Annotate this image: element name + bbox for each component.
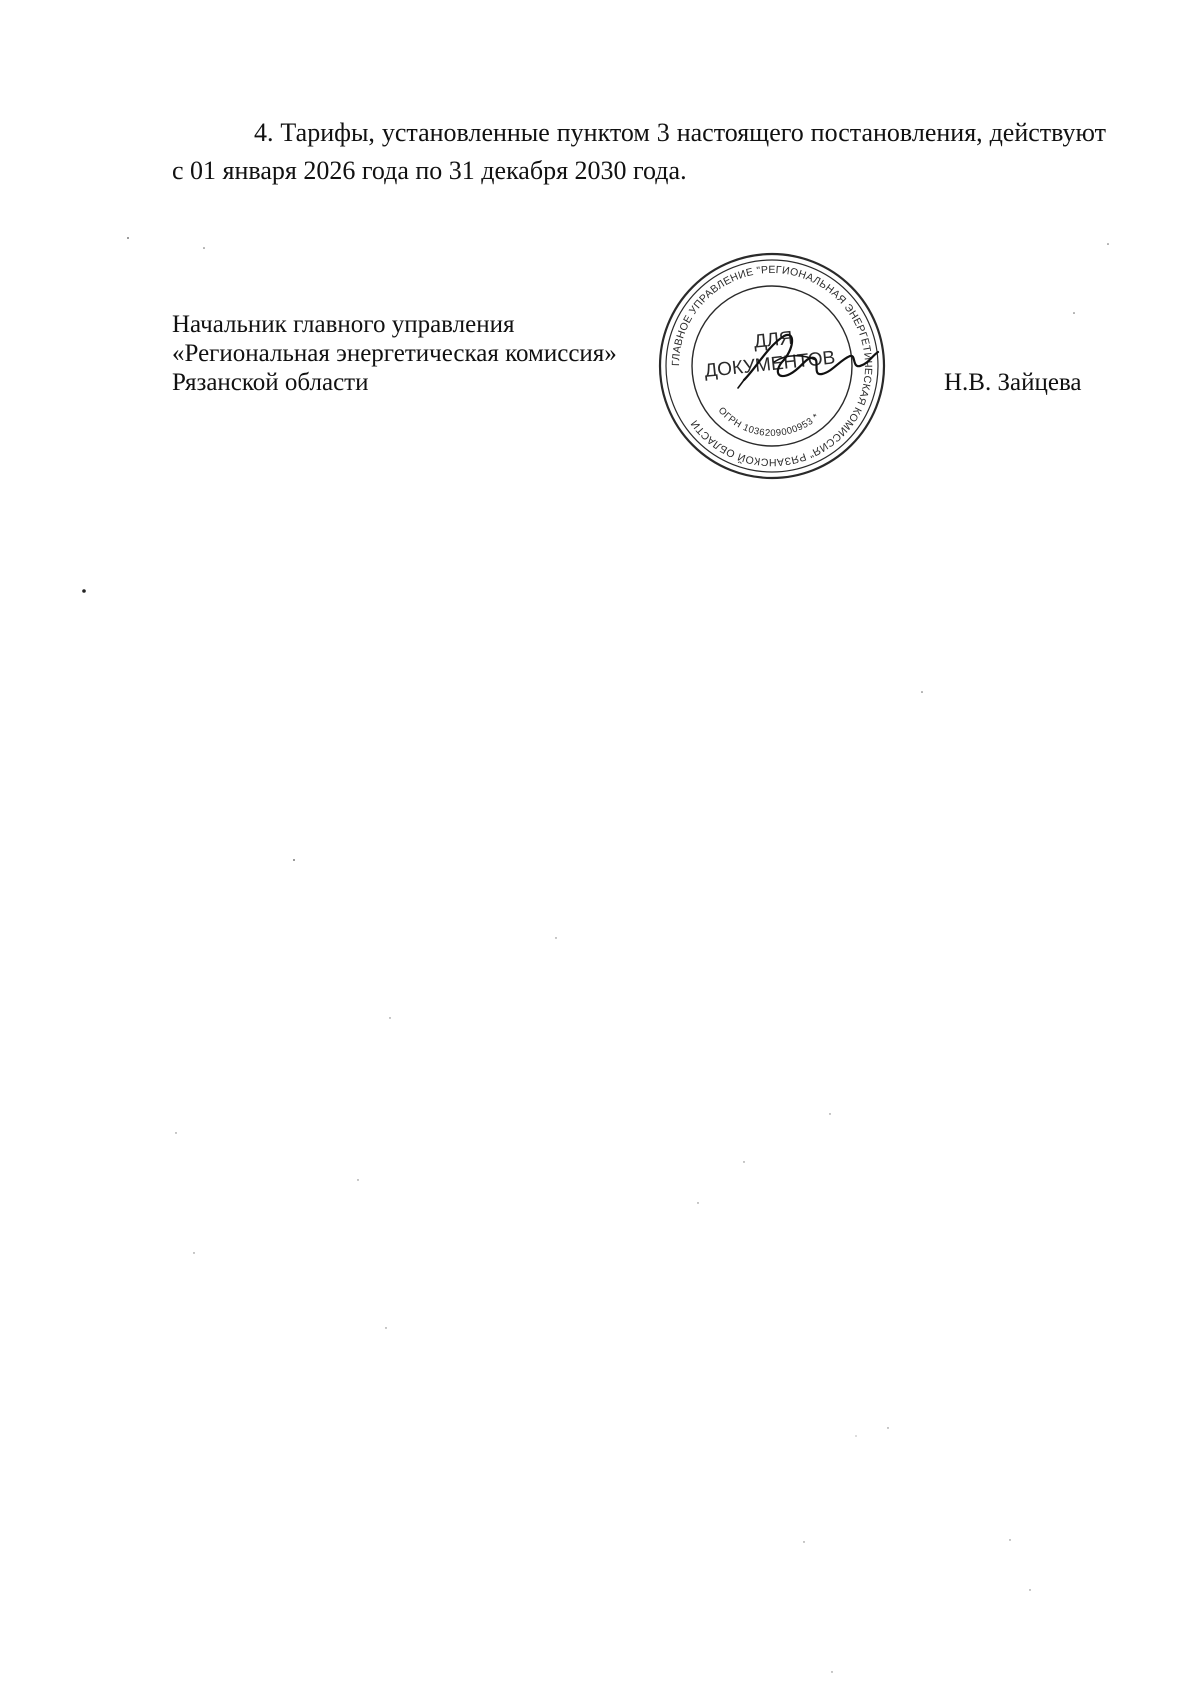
svg-text:ОГРН 1036209000953 * [716,405,822,439]
official-stamp [656,250,888,482]
signer-name: Н.В. Зайцева [944,369,1082,396]
stamp-seal [656,250,888,482]
stamp-center-line-2: ДОКУМЕНТОВ [703,347,837,383]
stamp-ring-text: ГЛАВНОЕ УПРАВЛЕНИЕ "РЕГИОНАЛЬНАЯ ЭНЕРГЕТИЧЕСКАЯ КОМИССИЯ" РЯЗАНСКОЙ ОБЛАСТИ [669,263,875,469]
signature-position [172,310,617,397]
position-line-3: Рязанской области [172,369,369,396]
stamp-ogrn-text: ОГРН 1036209000953 * [715,405,822,440]
position-line-2: «Региональная энергетическая комиссия» [172,340,617,367]
stamp-center-line-1: ДЛЯ [752,327,794,353]
paragraph-4: 4. Тарифы, установленные пунктом 3 настоящего постановления, действуют с 01 января 2026 года по 31 декабря 2030 года. [172,118,1106,185]
position-line-1: Начальник главного управления [172,311,515,338]
